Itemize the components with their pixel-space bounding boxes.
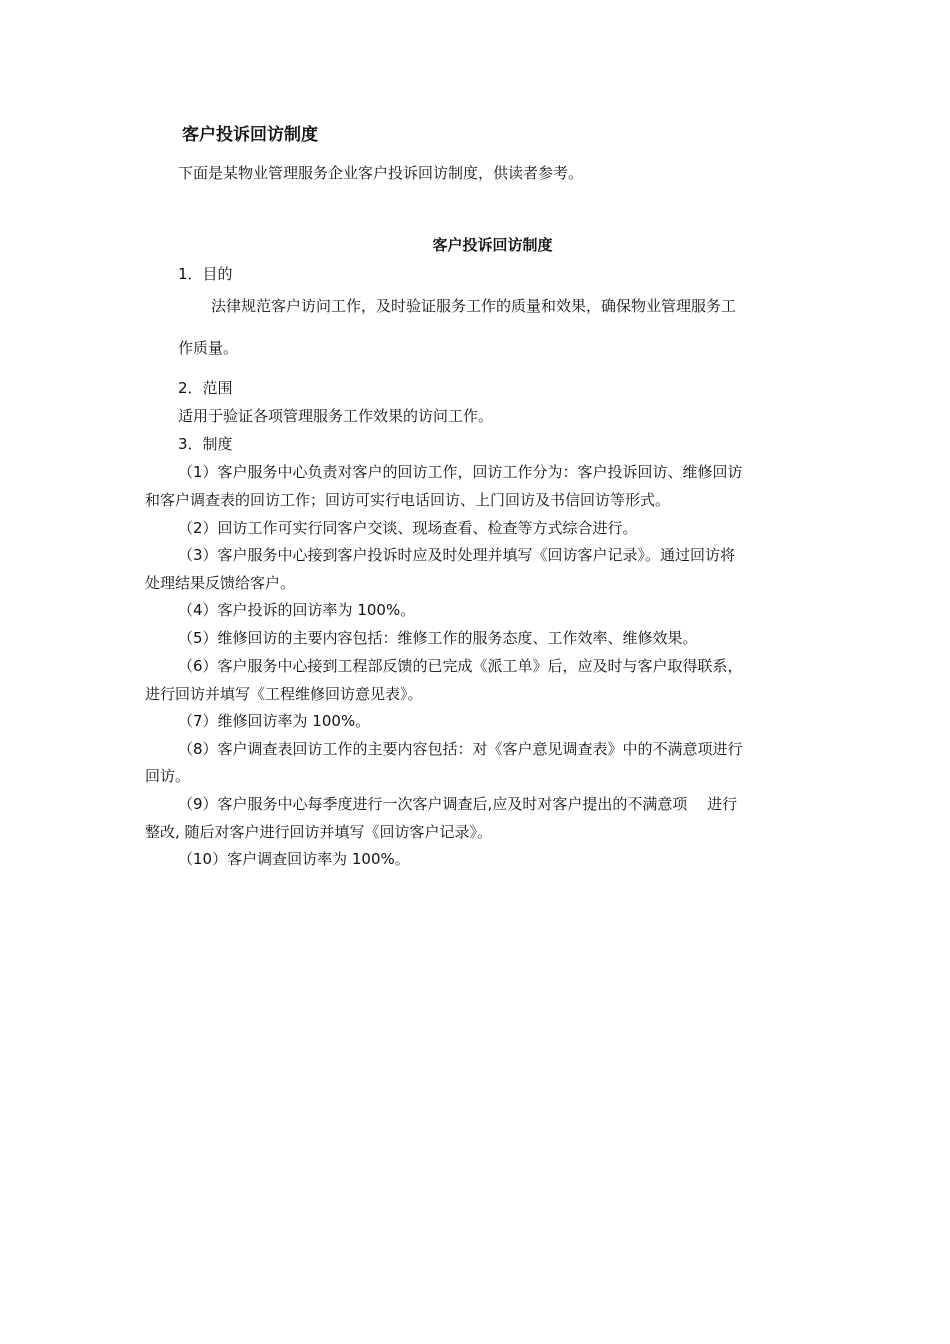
- rule-item-9-line2: 整改, 随后对客户进行回访并填写《回访客户记录》。: [145, 823, 493, 841]
- rule-item-8-line1: （8）客户调查表回访工作的主要内容包括：对《客户意见调查表》中的不满意项进行: [178, 740, 743, 758]
- section-heading-rules: 3．制度: [178, 435, 233, 453]
- rule-item-1-line1: （1）客户服务中心负责对客户的回访工作，回访工作分为：客户投诉回访、维修回访: [178, 463, 743, 481]
- section-heading-scope: 2．范围: [178, 379, 233, 397]
- rule-item-6-line2: 进行回访并填写《工程维修回访意见表》。: [145, 685, 423, 703]
- rule-item-7: （7）维修回访率为 100%。: [178, 712, 371, 730]
- main-title: 客户投诉回访制度: [182, 125, 318, 145]
- rule-item-4: （4）客户投诉的回访率为 100%。: [178, 601, 416, 619]
- scope-text: 适用于验证各项管理服务工作效果的访问工作。: [178, 407, 494, 425]
- rule-item-3-line2: 处理结果反馈给客户。: [145, 574, 296, 592]
- document-title: 客户投诉回访制度: [432, 236, 553, 254]
- rule-item-8-line2: 回访。: [145, 767, 191, 785]
- rule-item-6-line1: （6）客户服务中心接到工程部反馈的已完成《派工单》后，应及时与客户取得联系，: [178, 657, 743, 675]
- purpose-text-line1: 法律规范客户访问工作，及时验证服务工作的质量和效果，确保物业管理服务工: [211, 297, 737, 315]
- intro-text: 下面是某物业管理服务企业客户投诉回访制度，供读者参考。: [178, 164, 584, 182]
- section-heading-purpose: 1．目的: [178, 265, 233, 283]
- rule-item-5: （5）维修回访的主要内容包括：维修工作的服务态度、工作效率、维修效果。: [178, 629, 698, 647]
- purpose-text-line2: 作质量。: [178, 339, 239, 357]
- rule-item-2: （2）回访工作可实行同客户交谈、现场查看、检查等方式综合进行。: [178, 519, 638, 537]
- rule-item-1-line2: 和客户调查表的回访工作；回访可实行电话回访、上门回访及书信回访等形式。: [145, 491, 671, 509]
- rule-item-3-line1: （3）客户服务中心接到客户投诉时应及时处理并填写《回访客户记录》。通过回访将: [178, 546, 736, 564]
- rule-item-9-line1: （9）客户服务中心每季度进行一次客户调查后,应及时对客户提出的不满意项 进行: [178, 795, 738, 813]
- rule-item-10: （10）客户调查回访率为 100%。: [178, 850, 410, 868]
